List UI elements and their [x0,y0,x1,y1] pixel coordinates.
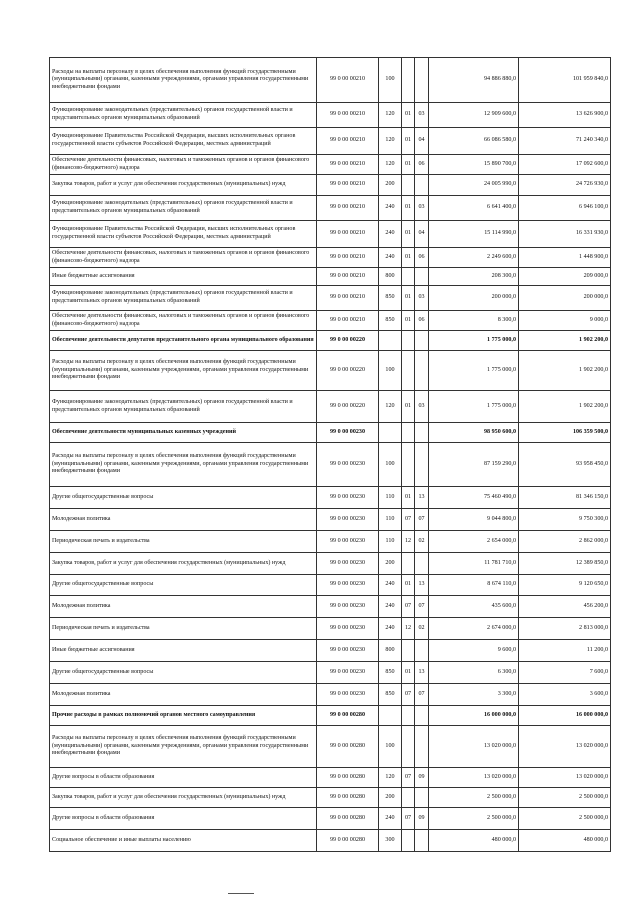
amount-year-2: 17 092 600,0 [519,155,611,175]
table-row [50,58,611,103]
row-description: Другие вопросы в области образования [50,808,317,830]
row-description: Иные бюджетные ассигнования [50,268,317,286]
expense-type-code: 800 [379,640,402,662]
amount-year-1: 13 020 000,0 [429,726,519,768]
target-article-code: 99 0 00 00230 [317,596,379,618]
amount-year-2: 2 813 000,0 [519,618,611,640]
target-article-code: 99 0 00 00210 [317,103,379,128]
row-description: Другие общегосударственные вопросы [50,487,317,509]
amount-year-1: 6 300,0 [429,662,519,684]
section-code: 01 [402,248,415,268]
row-description: Функционирование законодательных (представительных) органов государственной власти и представительных органов муниципальных образований [50,286,317,311]
subsection-code [415,443,429,487]
row-description: Расходы на выплаты персоналу в целях обеспечения выполнения функций государственными (муниципальными) органами, казенными учреждениями, органами управления государственными внебюджетными фондами [50,726,317,768]
table-row [50,196,611,221]
table-row [50,221,611,248]
subsection-code: 04 [415,221,429,248]
expense-type-code: 800 [379,268,402,286]
subsection-code: 02 [415,618,429,640]
amount-year-2: 1 902 200,0 [519,351,611,391]
expense-type-code: 200 [379,788,402,808]
subsection-code: 06 [415,155,429,175]
amount-year-1: 11 781 710,0 [429,553,519,575]
row-description: Расходы на выплаты персоналу в целях обеспечения выполнения функций государственными (муниципальными) органами, казенными учреждениями, органами управления государственными внебюджетными фондами [50,443,317,487]
amount-year-2: 200 000,0 [519,286,611,311]
amount-year-1: 94 886 880,0 [429,58,519,103]
target-article-code: 99 0 00 00210 [317,155,379,175]
section-code [402,706,415,726]
expense-type-code: 100 [379,58,402,103]
section-code: 07 [402,596,415,618]
section-code [402,443,415,487]
expense-type-code: 240 [379,808,402,830]
amount-year-2: 16 331 930,0 [519,221,611,248]
target-article-code: 99 0 00 00210 [317,248,379,268]
amount-year-2: 3 600,0 [519,684,611,706]
table-row [50,351,611,391]
row-description: Закупка товаров, работ и услуг для обеспечения государственных (муниципальных) нужд [50,553,317,575]
amount-year-1: 98 950 600,0 [429,423,519,443]
section-code: 01 [402,103,415,128]
target-article-code: 99 0 00 00230 [317,531,379,553]
target-article-code: 99 0 00 00280 [317,726,379,768]
table-row [50,331,611,351]
section-code: 01 [402,221,415,248]
amount-year-2: 93 958 450,0 [519,443,611,487]
section-code [402,331,415,351]
table-row [50,175,611,196]
budget-table [49,57,611,852]
amount-year-1: 75 460 490,0 [429,487,519,509]
amount-year-2: 6 946 100,0 [519,196,611,221]
table-row [50,768,611,788]
target-article-code: 99 0 00 00230 [317,423,379,443]
budget-table-body [50,58,611,852]
amount-year-2: 16 000 000,0 [519,706,611,726]
amount-year-2: 13 626 900,0 [519,103,611,128]
table-row [50,575,611,596]
table-row [50,684,611,706]
section-code [402,553,415,575]
table-row [50,268,611,286]
amount-year-1: 480 000,0 [429,830,519,852]
expense-type-code: 200 [379,553,402,575]
expense-type-code [379,706,402,726]
row-description: Молодежная политика [50,509,317,531]
table-row [50,311,611,331]
target-article-code: 99 0 00 00230 [317,662,379,684]
table-row [50,286,611,311]
expense-type-code: 850 [379,311,402,331]
expense-type-code: 120 [379,103,402,128]
section-code [402,58,415,103]
row-description: Обеспечение деятельности финансовых, налоговых и таможенных органов и органов финансового (финансово-бюджетного) надзора [50,155,317,175]
section-code: 01 [402,286,415,311]
target-article-code: 99 0 00 00280 [317,706,379,726]
subsection-code [415,726,429,768]
target-article-code: 99 0 00 00280 [317,788,379,808]
target-article-code: 99 0 00 00220 [317,351,379,391]
expense-type-code: 240 [379,248,402,268]
expense-type-code: 100 [379,351,402,391]
amount-year-2: 13 020 000,0 [519,768,611,788]
target-article-code: 99 0 00 00210 [317,311,379,331]
subsection-code: 09 [415,768,429,788]
section-code [402,351,415,391]
expense-type-code: 200 [379,175,402,196]
row-description: Другие общегосударственные вопросы [50,662,317,684]
row-description: Обеспечение деятельности финансовых, налоговых и таможенных органов и органов финансового (финансово-бюджетного) надзора [50,248,317,268]
section-code [402,640,415,662]
amount-year-1: 208 300,0 [429,268,519,286]
section-code: 01 [402,662,415,684]
amount-year-1: 13 020 000,0 [429,768,519,788]
amount-year-1: 66 086 580,0 [429,128,519,155]
subsection-code: 03 [415,286,429,311]
row-description: Молодежная политика [50,684,317,706]
section-code: 07 [402,684,415,706]
subsection-code: 03 [415,196,429,221]
row-description: Прочие расходы в рамках полномочий органов местного самоуправления [50,706,317,726]
section-code: 07 [402,768,415,788]
subsection-code: 06 [415,311,429,331]
amount-year-2: 1 902 200,0 [519,391,611,423]
row-description: Функционирование законодательных (представительных) органов государственной власти и представительных органов муниципальных образований [50,103,317,128]
target-article-code: 99 0 00 00280 [317,768,379,788]
expense-type-code: 240 [379,618,402,640]
amount-year-1: 200 000,0 [429,286,519,311]
table-row [50,128,611,155]
row-description: Другие общегосударственные вопросы [50,575,317,596]
subsection-code: 03 [415,103,429,128]
section-code: 07 [402,509,415,531]
table-row [50,662,611,684]
row-description: Функционирование Правительства Российской Федерации, высших исполнительных органов государственной власти субъектов Российской Федерации, местных администраций [50,128,317,155]
amount-year-2: 101 959 840,0 [519,58,611,103]
table-row [50,248,611,268]
section-code: 12 [402,618,415,640]
amount-year-2: 81 346 150,0 [519,487,611,509]
row-description: Периодическая печать и издательства [50,531,317,553]
target-article-code: 99 0 00 00210 [317,286,379,311]
expense-type-code [379,331,402,351]
subsection-code: 03 [415,391,429,423]
expense-type-code: 110 [379,487,402,509]
amount-year-1: 1 775 000,0 [429,391,519,423]
row-description: Обеспечение деятельности финансовых, налоговых и таможенных органов и органов финансового (финансово-бюджетного) надзора [50,311,317,331]
table-row [50,706,611,726]
expense-type-code: 240 [379,196,402,221]
subsection-code: 13 [415,662,429,684]
target-article-code: 99 0 00 00220 [317,391,379,423]
section-code [402,268,415,286]
row-description: Молодежная политика [50,596,317,618]
amount-year-2: 9 000,0 [519,311,611,331]
target-article-code: 99 0 00 00230 [317,509,379,531]
section-code: 01 [402,196,415,221]
expense-type-code: 850 [379,662,402,684]
target-article-code: 99 0 00 00210 [317,268,379,286]
amount-year-2: 1 448 900,0 [519,248,611,268]
section-code: 01 [402,155,415,175]
row-description: Обеспечение деятельности муниципальных казенных учреждений [50,423,317,443]
expense-type-code: 120 [379,128,402,155]
amount-year-1: 6 641 400,0 [429,196,519,221]
expense-type-code: 110 [379,531,402,553]
section-code: 01 [402,391,415,423]
amount-year-2: 2 500 000,0 [519,788,611,808]
section-code: 01 [402,487,415,509]
subsection-code [415,553,429,575]
amount-year-1: 2 249 600,0 [429,248,519,268]
target-article-code: 99 0 00 00230 [317,553,379,575]
table-row [50,640,611,662]
target-article-code: 99 0 00 00230 [317,575,379,596]
table-row [50,531,611,553]
subsection-code: 09 [415,808,429,830]
table-row [50,443,611,487]
amount-year-2: 456 200,0 [519,596,611,618]
amount-year-2: 12 389 850,0 [519,553,611,575]
amount-year-1: 3 300,0 [429,684,519,706]
expense-type-code: 240 [379,596,402,618]
amount-year-1: 8 300,0 [429,311,519,331]
row-description: Социальное обеспечение и иные выплаты населению [50,830,317,852]
table-row [50,391,611,423]
table-row [50,155,611,175]
amount-year-2: 480 000,0 [519,830,611,852]
subsection-code: 07 [415,596,429,618]
amount-year-1: 9 600,0 [429,640,519,662]
target-article-code: 99 0 00 00230 [317,684,379,706]
amount-year-2: 11 200,0 [519,640,611,662]
target-article-code: 99 0 00 00280 [317,808,379,830]
expense-type-code: 120 [379,391,402,423]
amount-year-1: 12 909 600,0 [429,103,519,128]
amount-year-1: 1 775 000,0 [429,351,519,391]
subsection-code [415,175,429,196]
subsection-code: 13 [415,487,429,509]
row-description: Закупка товаров, работ и услуг для обеспечения государственных (муниципальных) нужд [50,175,317,196]
amount-year-1: 2 500 000,0 [429,808,519,830]
expense-type-code: 240 [379,221,402,248]
row-description: Функционирование Правительства Российской Федерации, высших исполнительных органов государственной власти субъектов Российской Федерации, местных администраций [50,221,317,248]
subsection-code: 07 [415,684,429,706]
subsection-code [415,351,429,391]
amount-year-1: 1 775 000,0 [429,331,519,351]
table-row [50,423,611,443]
table-row [50,618,611,640]
amount-year-2: 106 359 500,0 [519,423,611,443]
table-row [50,808,611,830]
expense-type-code [379,423,402,443]
section-code [402,788,415,808]
subsection-code [415,830,429,852]
subsection-code: 02 [415,531,429,553]
amount-year-1: 2 500 000,0 [429,788,519,808]
expense-type-code: 850 [379,286,402,311]
row-description: Другие вопросы в области образования [50,768,317,788]
subsection-code [415,423,429,443]
table-row [50,553,611,575]
target-article-code: 99 0 00 00210 [317,128,379,155]
amount-year-1: 435 600,0 [429,596,519,618]
amount-year-1: 2 674 000,0 [429,618,519,640]
amount-year-2: 24 726 930,0 [519,175,611,196]
table-row [50,726,611,768]
table-row [50,103,611,128]
expense-type-code: 240 [379,575,402,596]
target-article-code: 99 0 00 00230 [317,640,379,662]
section-code: 12 [402,531,415,553]
row-description: Закупка товаров, работ и услуг для обеспечения государственных (муниципальных) нужд [50,788,317,808]
amount-year-1: 15 890 700,0 [429,155,519,175]
amount-year-1: 15 114 990,0 [429,221,519,248]
page-footer-mark [228,893,254,894]
subsection-code [415,268,429,286]
amount-year-1: 87 159 290,0 [429,443,519,487]
amount-year-2: 2 500 000,0 [519,808,611,830]
target-article-code: 99 0 00 00210 [317,58,379,103]
table-row [50,596,611,618]
section-code [402,423,415,443]
amount-year-2: 1 902 200,0 [519,331,611,351]
section-code [402,175,415,196]
section-code: 01 [402,311,415,331]
section-code: 01 [402,128,415,155]
subsection-code [415,788,429,808]
subsection-code: 04 [415,128,429,155]
table-row [50,830,611,852]
section-code [402,830,415,852]
target-article-code: 99 0 00 00230 [317,618,379,640]
table-row [50,509,611,531]
amount-year-1: 24 005 990,0 [429,175,519,196]
section-code: 07 [402,808,415,830]
amount-year-1: 2 654 000,0 [429,531,519,553]
amount-year-1: 9 044 800,0 [429,509,519,531]
amount-year-1: 16 000 000,0 [429,706,519,726]
expense-type-code: 110 [379,509,402,531]
subsection-code: 07 [415,509,429,531]
row-description: Расходы на выплаты персоналу в целях обеспечения выполнения функций государственными (муниципальными) органами, казенными учреждениями, органами управления государственными внебюджетными фондами [50,58,317,103]
target-article-code: 99 0 00 00220 [317,331,379,351]
expense-type-code: 850 [379,684,402,706]
subsection-code [415,706,429,726]
target-article-code: 99 0 00 00230 [317,487,379,509]
row-description: Иные бюджетные ассигнования [50,640,317,662]
target-article-code: 99 0 00 00210 [317,221,379,248]
row-description: Обеспечение деятельности депутатов представительного органа муниципального образования [50,331,317,351]
expense-type-code: 120 [379,155,402,175]
subsection-code [415,331,429,351]
amount-year-2: 71 240 340,0 [519,128,611,155]
amount-year-2: 209 000,0 [519,268,611,286]
expense-type-code: 120 [379,768,402,788]
table-row [50,487,611,509]
subsection-code: 06 [415,248,429,268]
subsection-code [415,640,429,662]
table-row [50,788,611,808]
section-code: 01 [402,575,415,596]
amount-year-2: 9 750 300,0 [519,509,611,531]
row-description: Функционирование законодательных (представительных) органов государственной власти и представительных органов муниципальных образований [50,391,317,423]
row-description: Расходы на выплаты персоналу в целях обеспечения выполнения функций государственными (муниципальными) органами, казенными учреждениями, органами управления государственными внебюджетными фондами [50,351,317,391]
amount-year-2: 9 120 650,0 [519,575,611,596]
row-description: Функционирование законодательных (представительных) органов государственной власти и представительных органов муниципальных образований [50,196,317,221]
target-article-code: 99 0 00 00280 [317,830,379,852]
section-code [402,726,415,768]
row-description: Периодическая печать и издательства [50,618,317,640]
subsection-code: 13 [415,575,429,596]
amount-year-2: 13 020 000,0 [519,726,611,768]
amount-year-2: 2 862 000,0 [519,531,611,553]
target-article-code: 99 0 00 00210 [317,196,379,221]
target-article-code: 99 0 00 00210 [317,175,379,196]
amount-year-1: 8 674 110,0 [429,575,519,596]
amount-year-2: 7 600,0 [519,662,611,684]
target-article-code: 99 0 00 00230 [317,443,379,487]
expense-type-code: 100 [379,443,402,487]
expense-type-code: 100 [379,726,402,768]
subsection-code [415,58,429,103]
expense-type-code: 300 [379,830,402,852]
